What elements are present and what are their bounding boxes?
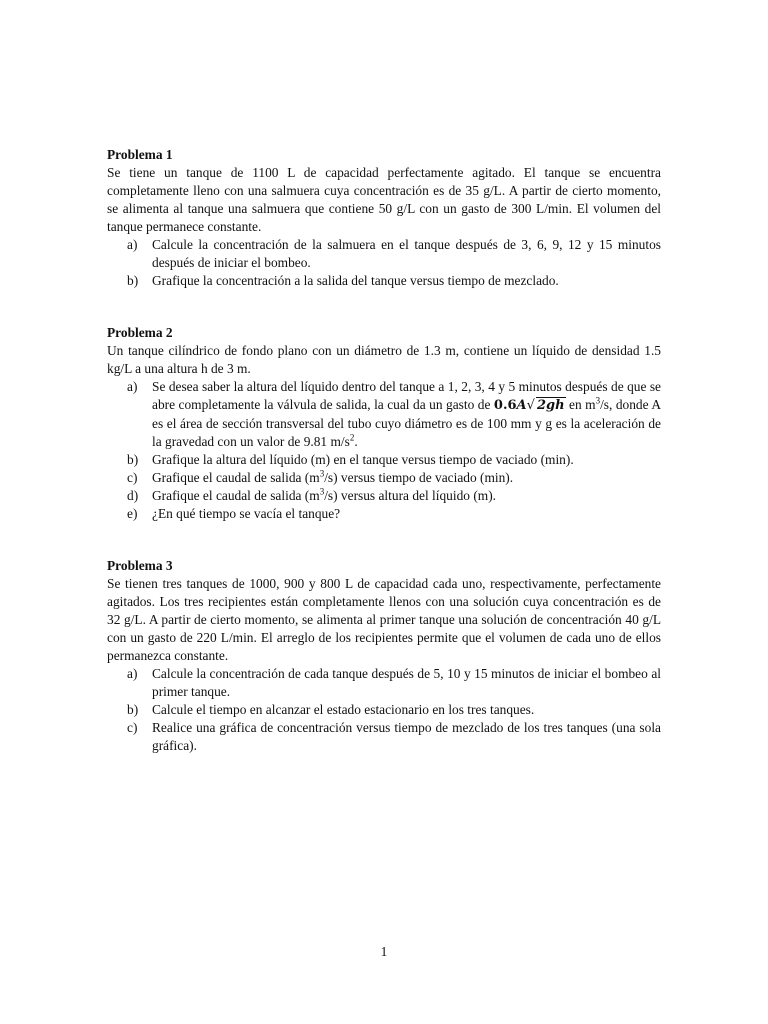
formula-variable: A: [516, 398, 527, 413]
item-marker: e): [127, 506, 138, 521]
item-marker: c): [127, 720, 138, 735]
list-item: [127, 505, 661, 523]
list-item: [127, 665, 661, 701]
problem-title: Problema 2: [107, 325, 173, 340]
flow-formula: [494, 398, 566, 413]
item-text: Grafique el caudal de salida (m: [152, 470, 320, 485]
item-marker: a): [127, 666, 138, 681]
problem-statement: Se tiene un tanque de 1100 L de capacidad perfectamente agitado. El tanque se encuentra completamente lleno con una salmuera cuya concentración es de 35 g/L. A partir de cierto momento, se alimenta al tanque una salmuera que contiene 50 g/L con un gasto de 300 L/min. El volumen del tanque permanece constante.: [107, 165, 661, 234]
page-content: [107, 146, 661, 755]
list-item: [127, 486, 661, 505]
item-text: Grafique el caudal de salida (m: [152, 488, 320, 503]
item-text: Calcule la concentración de cada tanque después de 5, 10 y 15 minutos de iniciar el bombeo al primer tanque.: [152, 666, 661, 699]
problem-title: Problema 3: [107, 558, 173, 573]
problem-3: [107, 557, 661, 755]
superscript: 3: [319, 468, 325, 479]
problem-items: [107, 236, 661, 290]
list-item: [127, 468, 661, 487]
item-text: Realice una gráfica de concentración versus tiempo de mezclado de los tres tanques (una sola gráfica).: [152, 720, 661, 753]
list-item: [127, 451, 661, 469]
item-marker: a): [127, 379, 138, 394]
list-item: [127, 236, 661, 272]
page-number: 1: [380, 944, 388, 959]
list-item: [127, 272, 661, 290]
problem-items: [107, 378, 661, 523]
superscript: 2: [349, 432, 355, 443]
item-text: en m: [565, 397, 596, 412]
square-root-icon: √: [526, 398, 535, 413]
list-item: [127, 378, 661, 451]
item-text: Calcule la concentración de la salmuera en el tanque después de 3, 6, 9, 12 y 15 minutos después de iniciar el bombeo.: [152, 237, 661, 270]
superscript: 3: [319, 486, 325, 497]
item-marker: a): [127, 237, 138, 252]
item-marker: b): [127, 273, 139, 288]
item-text: Se desea saber la altura del líquido dentro del tanque a 1, 2, 3, 4 y 5 minutos después de que se abre completamente la válvula de salida, la cual da un gasto de: [152, 379, 661, 412]
item-text: ¿En qué tiempo se vacía el tanque?: [152, 506, 341, 521]
superscript: 3: [595, 395, 601, 406]
list-item: [127, 701, 661, 719]
item-marker: d): [127, 488, 139, 503]
item-text: Grafique la altura del líquido (m) en el tanque versus tiempo de vaciado (min).: [152, 452, 574, 467]
item-text: .: [354, 434, 358, 449]
problem-title: Problema 1: [107, 147, 173, 162]
item-marker: b): [127, 702, 139, 717]
problem-items: [107, 665, 661, 755]
problem-2: [107, 324, 661, 523]
problem-1: [107, 146, 661, 290]
item-marker: c): [127, 470, 138, 485]
item-text: Calcule el tiempo en alcanzar el estado estacionario en los tres tanques.: [152, 702, 535, 717]
item-text: /s) versus altura del líquido (m).: [324, 488, 496, 503]
item-marker: b): [127, 452, 139, 467]
item-text: Grafique la concentración a la salida del tanque versus tiempo de mezclado.: [152, 273, 559, 288]
problem-statement: Un tanque cilíndrico de fondo plano con un diámetro de 1.3 m, contiene un líquido de densidad 1.5 kg/L a una altura h de 3 m.: [107, 343, 661, 376]
item-text: /s) versus tiempo de vaciado (min).: [324, 470, 514, 485]
formula-coefficient: 0.6: [493, 398, 517, 413]
list-item: [127, 719, 661, 755]
problem-statement: Se tienen tres tanques de 1000, 900 y 800 L de capacidad cada uno, respectivamente, perfectamente agitados. Los tres recipientes están completamente llenos con una solución cuya concentración es de 32 g/L. A partir de cierto momento, se alimenta al primer tanque una solución de concentración 40 g/L con un gasto de 220 L/min. El arreglo de los recipientes permite que el volumen de cada uno de ellos permanezca constante.: [107, 576, 661, 663]
formula-radicand: 2gh: [536, 398, 565, 413]
item-text: /s, donde A es el área de sección transversal del tubo cuyo diámetro es de 100 mm y g es la aceleración de la gravedad con un valor de 9.81 m/s: [152, 397, 661, 449]
